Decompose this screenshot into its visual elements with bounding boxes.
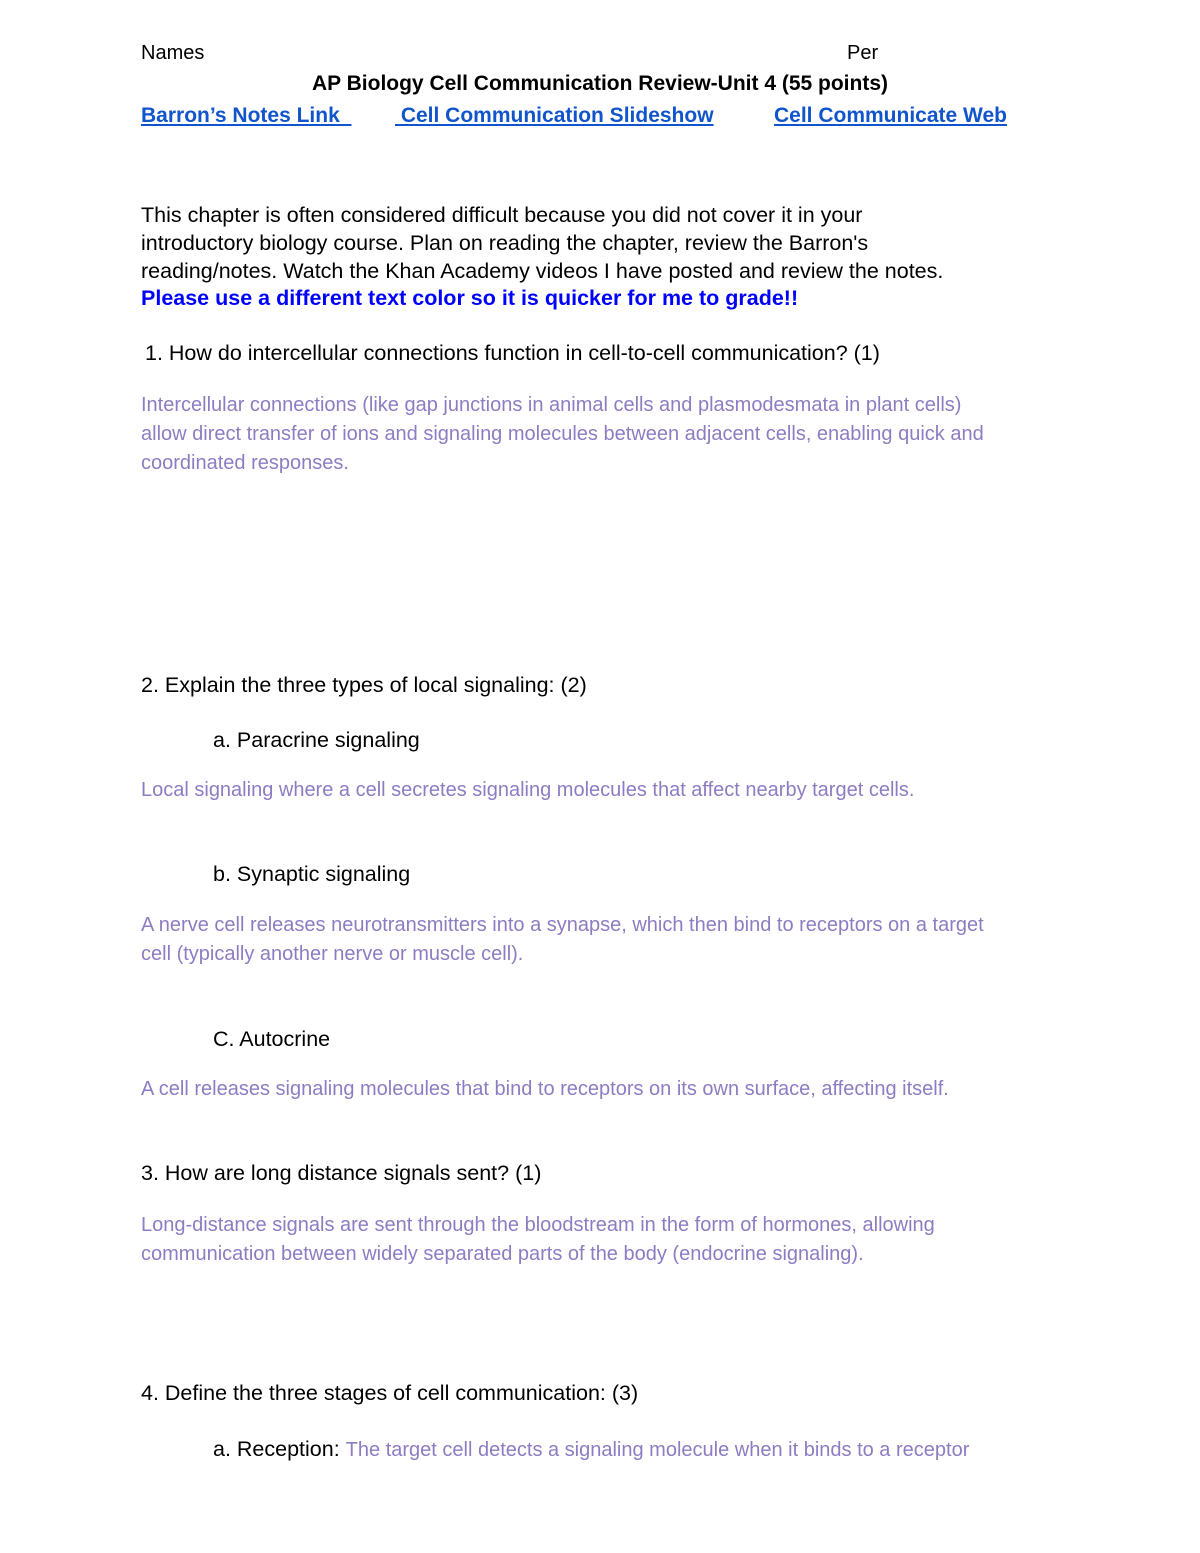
answer-line: communication between widely separated parts of the body (endocrine signaling).: [141, 1243, 864, 1265]
question-1: 1. How do intercellular connections function in cell-to-cell communication? (1): [145, 341, 880, 365]
intro-paragraph: [141, 201, 943, 285]
cell-communicate-web-link[interactable]: Cell Communicate Web: [774, 104, 1007, 127]
question-2b-label: b. Synaptic signaling: [213, 862, 411, 886]
question-2a-label: a. Paracrine signaling: [213, 728, 420, 752]
answer-line: A nerve cell releases neurotransmitters into a synapse, which then bind to receptors on a target: [141, 914, 984, 936]
page-title: AP Biology Cell Communication Review-Unit 4 (55 points): [311, 72, 888, 95]
grading-instruction: Please use a different text color so it is quicker for me to grade!!: [141, 286, 799, 310]
answer-line: allow direct transfer of ions and signaling molecules between adjacent cells, enabling quick and: [141, 423, 984, 445]
answer-line: Long-distance signals are sent through the bloodstream in the form of hormones, allowing: [141, 1214, 935, 1236]
question-2: 2. Explain the three types of local signaling: (2): [141, 673, 587, 697]
answer-line: Local signaling where a cell secretes signaling molecules that affect nearby target cells.: [141, 779, 915, 801]
answer-4a: The target cell detects a signaling molecule when it binds to a receptor: [345, 1439, 970, 1461]
answer-2c: [141, 1075, 949, 1104]
intro-line: reading/notes. Watch the Khan Academy videos I have posted and review the notes.: [141, 259, 944, 283]
question-4a: [213, 1436, 969, 1465]
answer-line: coordinated responses.: [141, 452, 349, 474]
intro-line: This chapter is often considered difficult because you did not cover it in your: [141, 203, 863, 227]
answer-line: cell (typically another nerve or muscle cell).: [141, 943, 524, 965]
barrons-notes-link[interactable]: Barron’s Notes Link: [141, 104, 352, 127]
names-label: Names: [141, 42, 205, 64]
answer-2b: [141, 911, 984, 969]
answer-1: [141, 391, 984, 478]
answer-line: Intercellular connections (like gap junctions in animal cells and plasmodesmata in plant cells): [141, 394, 962, 416]
question-4: 4. Define the three stages of cell communication: (3): [141, 1381, 639, 1405]
period-label: Per: [847, 42, 879, 64]
answer-line: A cell releases signaling molecules that bind to receptors on its own surface, affecting itself.: [141, 1078, 949, 1100]
answer-2a: [141, 776, 914, 805]
question-4a-label: a. Reception:: [213, 1437, 346, 1461]
question-2c-label: C. Autocrine: [213, 1027, 331, 1051]
question-3: 3. How are long distance signals sent? (1): [141, 1161, 542, 1185]
cell-communication-slideshow-link[interactable]: Cell Communication Slideshow: [395, 104, 714, 127]
intro-line: introductory biology course. Plan on reading the chapter, review the Barron's: [141, 231, 869, 255]
answer-3: [141, 1211, 935, 1269]
